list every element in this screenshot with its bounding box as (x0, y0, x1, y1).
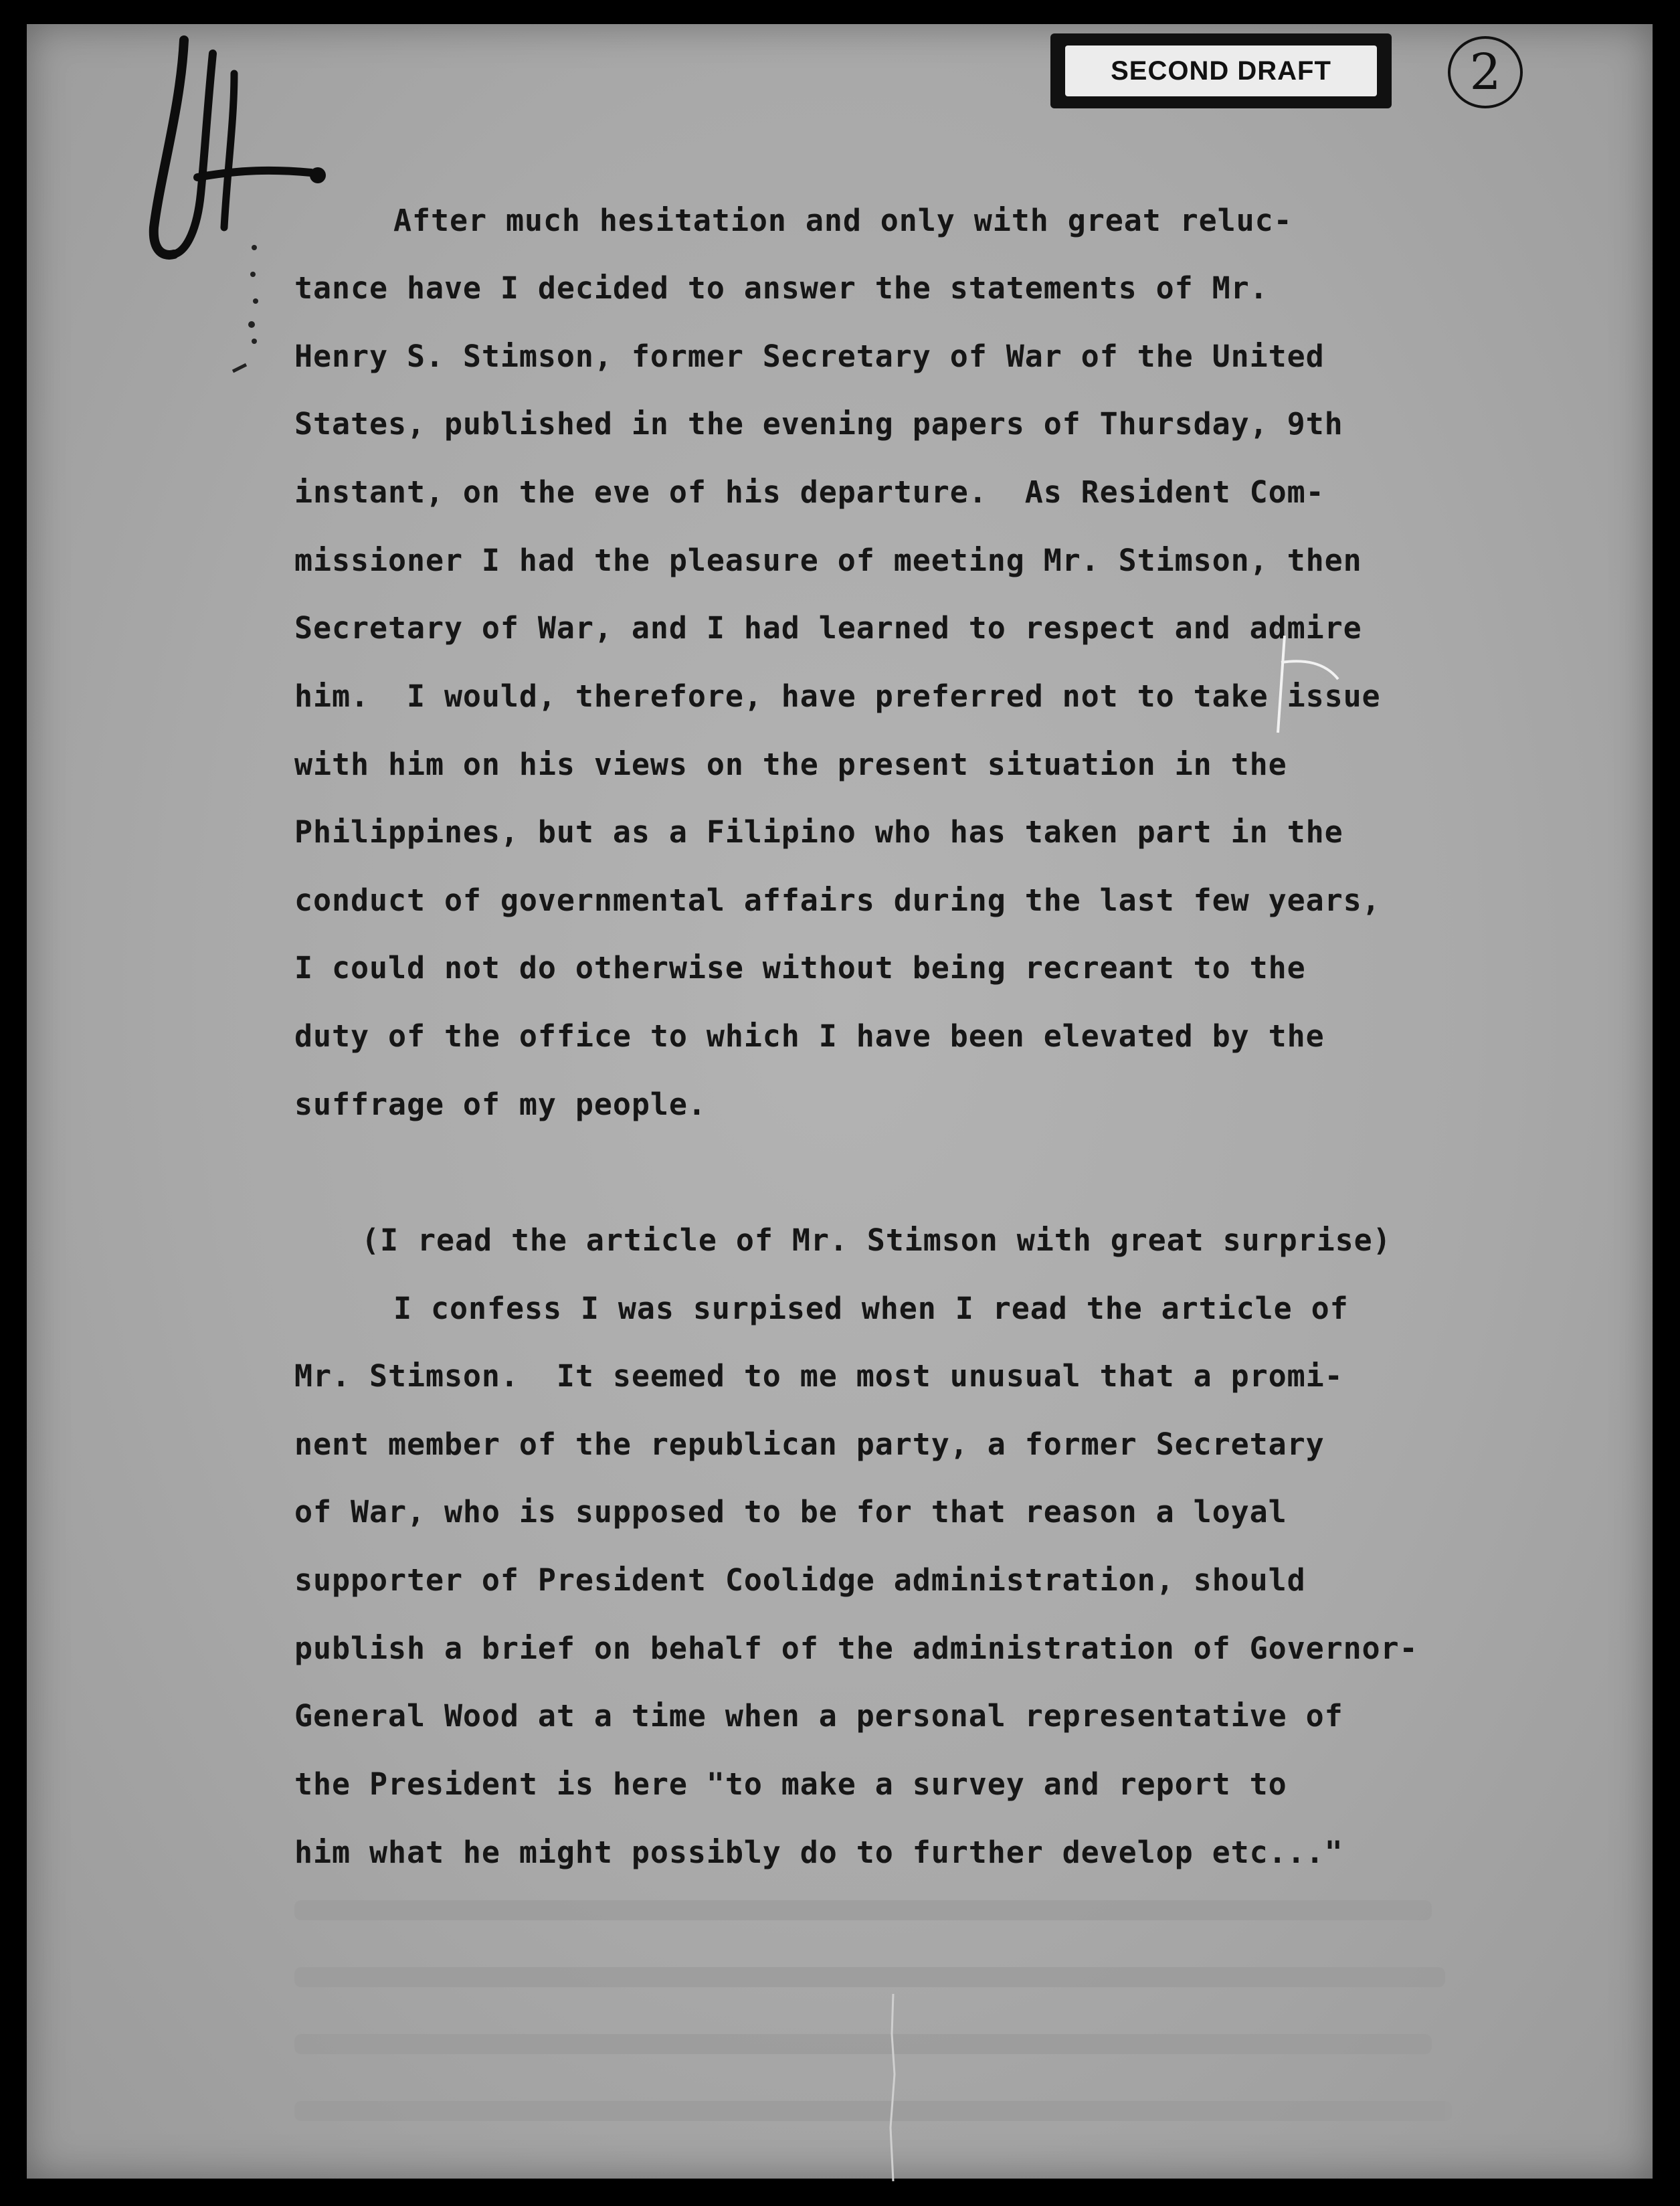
paragraph-1-line: After much hesitation and only with great reluc- (393, 203, 1293, 238)
draft-label-text: SECOND DRAFT (1065, 45, 1377, 96)
paper-crease (880, 1994, 907, 2181)
paragraph-1-line: Philippines, but as a Filipino who has taken part in the (294, 814, 1343, 850)
paragraph-1-line: States, published in the evening papers of Thursday, 9th (294, 406, 1343, 442)
paragraph-1-line: duty of the office to which I have been elevated by the (294, 1018, 1325, 1054)
paragraph-2-line: him what he might possibly do to further develop etc..." (294, 1835, 1343, 1870)
paragraph-2-line: supporter of President Coolidge administration, should (294, 1562, 1306, 1598)
correction-mark (1258, 616, 1365, 736)
paragraph-2-line: publish a brief on behalf of the administration of Governor- (294, 1631, 1418, 1666)
paragraph-1-line: tance have I decided to answer the statements of Mr. (294, 270, 1269, 306)
inserted-line: (I read the article of Mr. Stimson with great surprise) (361, 1222, 1392, 1258)
paragraph-1-line: suffrage of my people. (294, 1087, 707, 1122)
margin-dots (227, 241, 268, 388)
paragraph-2-line: of War, who is supposed to be for that reason a loyal (294, 1494, 1287, 1530)
paragraph-1-line: him. I would, therefore, have preferred not to take issue (294, 678, 1381, 714)
paragraph-2-line: nent member of the republican party, a former Secretary (294, 1427, 1325, 1462)
page-number-text: 2 (1469, 43, 1501, 101)
paragraph-2-line: General Wood at a time when a personal representative of (294, 1698, 1343, 1734)
paragraph-1-line: instant, on the eve of his departure. As Resident Com- (294, 474, 1325, 510)
paragraph-1-line: conduct of governmental affairs during the last few years, (294, 883, 1381, 918)
paragraph-1-line: Henry S. Stimson, former Secretary of War of the United (294, 339, 1325, 374)
page-number (1445, 32, 1525, 112)
paragraph-1-line: missioner I had the pleasure of meeting Mr. Stimson, then (294, 543, 1362, 578)
paragraph-2-line: the President is here "to make a survey and report to (294, 1766, 1287, 1802)
draft-label (1050, 33, 1392, 108)
paragraph-1-line: I could not do otherwise without being recreant to the (294, 950, 1306, 986)
paragraph-1-line: with him on his views on the present situation in the (294, 747, 1287, 782)
paragraph-1-line: Secretary of War, and I had learned to respect and admire (294, 610, 1362, 646)
paragraph-2-line: Mr. Stimson. It seemed to me most unusual that a promi- (294, 1358, 1343, 1394)
paragraph-2-line: I confess I was surpised when I read the article of (393, 1291, 1349, 1326)
